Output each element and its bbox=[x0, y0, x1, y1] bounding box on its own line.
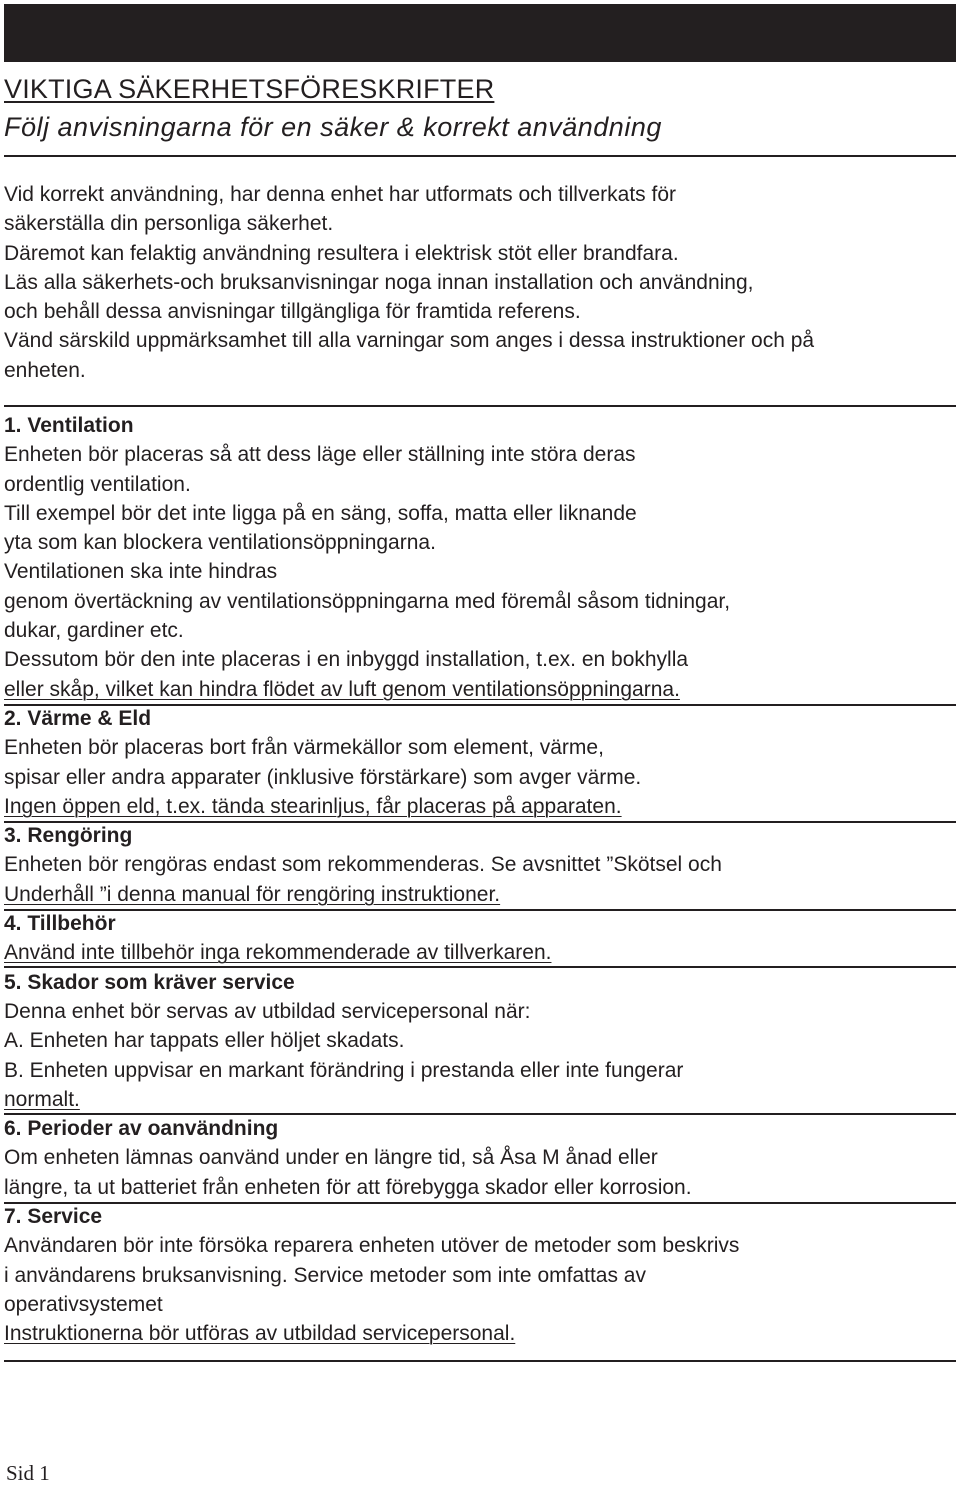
section-line: Ventilationen ska inte hindras bbox=[4, 560, 278, 584]
intro-line: och behåll dessa anvisningar tillgängliga för framtida referens. bbox=[4, 300, 581, 324]
section-line: yta som kan blockera ventilationsöppningarna. bbox=[4, 531, 436, 555]
section-heading-non-use: 6. Perioder av oanvändning bbox=[4, 1117, 279, 1141]
section-line: Om enheten lämnas oanvänd under en längre tid, så Åsa M ånad eller bbox=[4, 1146, 658, 1170]
intro-line: enheten. bbox=[4, 358, 86, 382]
intro-text bbox=[4, 180, 954, 385]
divider bbox=[4, 1113, 956, 1115]
section-line: Använd inte tillbehör inga rekommenderade av tillverkaren. bbox=[4, 941, 552, 965]
section-heading-accessories: 4. Tillbehör bbox=[4, 912, 116, 936]
section-line: operativsystemet bbox=[4, 1292, 163, 1316]
intro-line: Vid korrekt användning, har denna enhet har utformats och tillverkats för bbox=[4, 183, 676, 206]
section-line: normalt. bbox=[4, 1087, 80, 1111]
section-line: Användaren bör inte försöka reparera enheten utöver de metoder som beskrivs bbox=[4, 1234, 740, 1258]
divider bbox=[4, 966, 956, 968]
section-line: ordentlig ventilation. bbox=[4, 472, 191, 496]
divider bbox=[4, 1360, 956, 1362]
section-heading-heat-fire: 2. Värme & Eld bbox=[4, 706, 152, 730]
page-number: Sid 1 bbox=[6, 1461, 50, 1485]
section-line: Instruktionerna bör utföras av utbildad servicepersonal. bbox=[4, 1322, 516, 1346]
section-line: genom övertäckning av ventilationsöppningarna med föremål såsom tidningar, bbox=[4, 589, 731, 613]
divider bbox=[4, 704, 956, 706]
section-line: Dessutom bör den inte placeras i en inbyggd installation, t.ex. en bokhylla bbox=[4, 648, 689, 672]
header-bar bbox=[4, 4, 956, 62]
section-line: Enheten bör rengöras endast som rekommenderas. Se avsnittet ”Skötsel och bbox=[4, 853, 722, 877]
section-line: Denna enhet bör servas av utbildad servicepersonal när: bbox=[4, 999, 531, 1023]
section-heading-damage-service: 5. Skador som kräver service bbox=[4, 970, 295, 994]
intro-line: Läs alla säkerhets-och bruksanvisningar noga innan installation och användning, bbox=[4, 270, 754, 294]
section-line: Enheten bör placeras så att dess läge eller ställning inte störa deras bbox=[4, 443, 636, 467]
section-line: Ingen öppen eld, t.ex. tända stearinljus, får placeras på apparaten. bbox=[4, 794, 622, 818]
divider bbox=[4, 155, 956, 157]
section-heading-cleaning: 3. Rengöring bbox=[4, 824, 133, 848]
section-heading-ventilation: 1. Ventilation bbox=[4, 414, 134, 437]
intro-line: säkerställa din personliga säkerhet. bbox=[4, 212, 334, 236]
page-title: VIKTIGA SÄKERHETSFÖRESKRIFTER bbox=[4, 74, 495, 104]
intro-line: Däremot kan felaktig användning resultera i elektrisk stöt eller brandfara. bbox=[4, 241, 679, 265]
section-line: A. Enheten har tappats eller höljet skadats. bbox=[4, 1029, 405, 1053]
section-heading-service: 7. Service bbox=[4, 1205, 103, 1229]
divider bbox=[4, 1202, 956, 1204]
section-line: Enheten bör placeras bort från värmekällor som element, värme, bbox=[4, 736, 604, 760]
section-line: längre, ta ut batteriet från enheten för att förebygga skador eller korrosion. bbox=[4, 1175, 692, 1199]
intro-line: Vänd särskild uppmärksamhet till alla varningar som anges i dessa instruktioner och på bbox=[4, 329, 815, 353]
page-subtitle: Följ anvisningarna för en säker & korrekt användning bbox=[4, 112, 662, 142]
section-line: Till exempel bör det inte ligga på en säng, soffa, matta eller liknande bbox=[4, 501, 637, 525]
section-line: eller skåp, vilket kan hindra flödet av luft genom ventilationsöppningarna. bbox=[4, 677, 680, 701]
section-line: B. Enheten uppvisar en markant förändring i prestanda eller inte fungerar bbox=[4, 1058, 684, 1082]
divider bbox=[4, 821, 956, 823]
divider bbox=[4, 405, 956, 407]
divider bbox=[4, 909, 956, 911]
section-line: i användarens bruksanvisning. Service metoder som inte omfattas av bbox=[4, 1263, 646, 1287]
section-line: Underhåll ”i denna manual för rengöring instruktioner. bbox=[4, 882, 501, 906]
section-line: dukar, gardiner etc. bbox=[4, 619, 184, 643]
safety-sections bbox=[4, 411, 954, 1349]
section-line: spisar eller andra apparater (inklusive förstärkare) som avger värme. bbox=[4, 765, 642, 789]
